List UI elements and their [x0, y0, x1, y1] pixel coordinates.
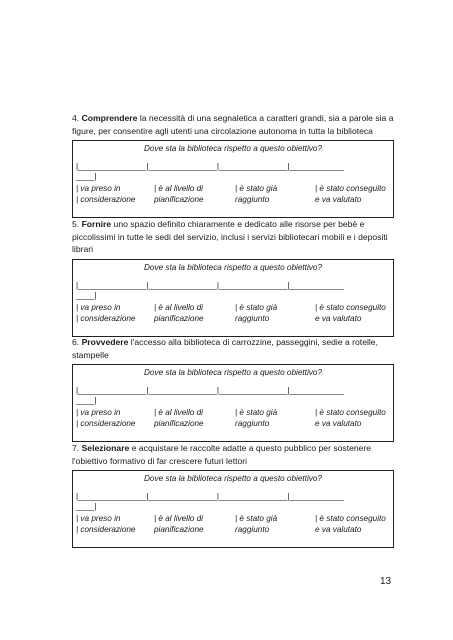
option-reached-cont: raggiunto: [235, 419, 270, 428]
scale-line-tail: ____|: [76, 290, 97, 300]
objective-heading: [72, 112, 394, 137]
option-planning-cont: pianificazione: [154, 313, 204, 323]
assessment-scale: [76, 162, 344, 182]
option-reached[interactable]: | è stato già: [235, 302, 278, 312]
scale-line-tail: ____|: [76, 502, 97, 511]
assessment-options: [76, 183, 389, 205]
option-planning-cont: pianificazione: [154, 525, 204, 534]
objective-item-4: [72, 112, 394, 218]
objective-keyword: Provvedere: [81, 337, 129, 347]
option-planning[interactable]: | è al livello di: [154, 514, 204, 523]
option-reached-cont: raggiunto: [235, 525, 270, 534]
objective-keyword: Fornire: [81, 219, 112, 229]
assessment-question: Dove sta la biblioteca rispetto a questo obiettivo?: [144, 262, 322, 272]
objective-heading: [72, 218, 394, 256]
option-reached-cont: raggiunto: [235, 195, 270, 204]
objective-text: uno spazio definito chiaramente e dedicato alle risorse per bebè e piccolissimi in tutte le sedi del servizio, inclusi i servizi bibliotecari mobili e i depositi librari: [72, 219, 388, 254]
page-number: 13: [380, 576, 392, 587]
objective-item-5: [72, 218, 394, 337]
option-considered[interactable]: | va preso in: [76, 514, 121, 523]
option-considered-cont: | considerazione: [76, 195, 136, 204]
option-achieved[interactable]: | è stato conseguito: [315, 408, 386, 417]
option-achieved-cont: e va valutato: [315, 525, 362, 534]
objective-number: 7.: [72, 443, 80, 453]
option-considered-cont: | considerazione: [76, 313, 136, 323]
objective-number: 4.: [72, 113, 80, 123]
scale-line-tail: ____|: [76, 396, 97, 405]
option-reached[interactable]: | è stato già: [235, 408, 278, 417]
assessment-question: Dove sta la biblioteca rispetto a questo obiettivo?: [144, 144, 322, 153]
option-planning-cont: pianificazione: [154, 419, 204, 428]
objective-text: e acquistare le raccolte adatte a questo pubblico per sostenere l'obiettivo formativo di far crescere futuri lettori: [72, 443, 372, 466]
option-planning[interactable]: | è al livello di: [154, 184, 204, 193]
option-considered-cont: | considerazione: [76, 419, 136, 428]
assessment-options: [76, 302, 389, 324]
option-planning[interactable]: | è al livello di: [154, 302, 204, 312]
scale-line: |_______________|_______________|_______________|____________: [76, 492, 345, 501]
objective-number: 6.: [72, 337, 80, 347]
assessment-box: [72, 364, 394, 442]
option-reached[interactable]: | è stato già: [235, 514, 278, 523]
objective-text: la necessità di una segnaletica a caratteri grandi, sia a parole sia a figure, per consentire agli utenti una circolazione autonoma in tutta la biblioteca: [72, 113, 394, 136]
objective-heading: [72, 336, 394, 361]
scale-line: |_______________|_______________|_______________|____________: [76, 162, 345, 171]
option-considered[interactable]: | va preso in: [76, 408, 121, 417]
option-achieved[interactable]: | è stato conseguito: [315, 514, 386, 523]
objective-keyword: Comprendere: [81, 113, 138, 123]
option-planning[interactable]: | è al livello di: [154, 408, 204, 417]
assessment-scale: [76, 492, 344, 512]
option-achieved-cont: e va valutato: [315, 419, 362, 428]
option-planning-cont: pianificazione: [154, 195, 204, 204]
assessment-question: Dove sta la biblioteca rispetto a questo obiettivo?: [144, 474, 322, 483]
assessment-box: [72, 470, 394, 548]
assessment-question: Dove sta la biblioteca rispetto a questo obiettivo?: [144, 368, 322, 377]
objective-number: 5.: [72, 219, 80, 229]
scale-line-tail: ____|: [76, 172, 97, 181]
option-achieved[interactable]: | è stato conseguito: [315, 184, 386, 193]
assessment-scale: [76, 386, 344, 406]
option-achieved-cont: e va valutato: [315, 313, 362, 323]
option-reached-cont: raggiunto: [235, 313, 270, 323]
option-achieved[interactable]: | è stato conseguito: [315, 302, 386, 312]
objective-text: l'accesso alla biblioteca di carrozzine, passeggini, sedie a rotelle, stampelle: [72, 337, 378, 360]
objective-heading: [72, 442, 394, 467]
assessment-scale: [76, 281, 344, 301]
option-reached[interactable]: | è stato già: [235, 184, 278, 193]
option-considered[interactable]: | va preso in: [76, 184, 121, 193]
scale-line: |_______________|_______________|_______________|____________: [76, 386, 345, 395]
objective-item-6: [72, 336, 394, 442]
option-considered[interactable]: | va preso in: [76, 302, 121, 312]
objective-item-7: [72, 442, 394, 548]
option-considered-cont: | considerazione: [76, 525, 136, 534]
objective-keyword: Selezionare: [81, 443, 130, 453]
option-achieved-cont: e va valutato: [315, 195, 362, 204]
assessment-options: [76, 513, 389, 535]
scale-line: |_______________|_______________|_______________|____________: [76, 280, 345, 290]
assessment-options: [76, 407, 389, 429]
assessment-box: [72, 259, 394, 337]
assessment-box: [72, 140, 394, 218]
